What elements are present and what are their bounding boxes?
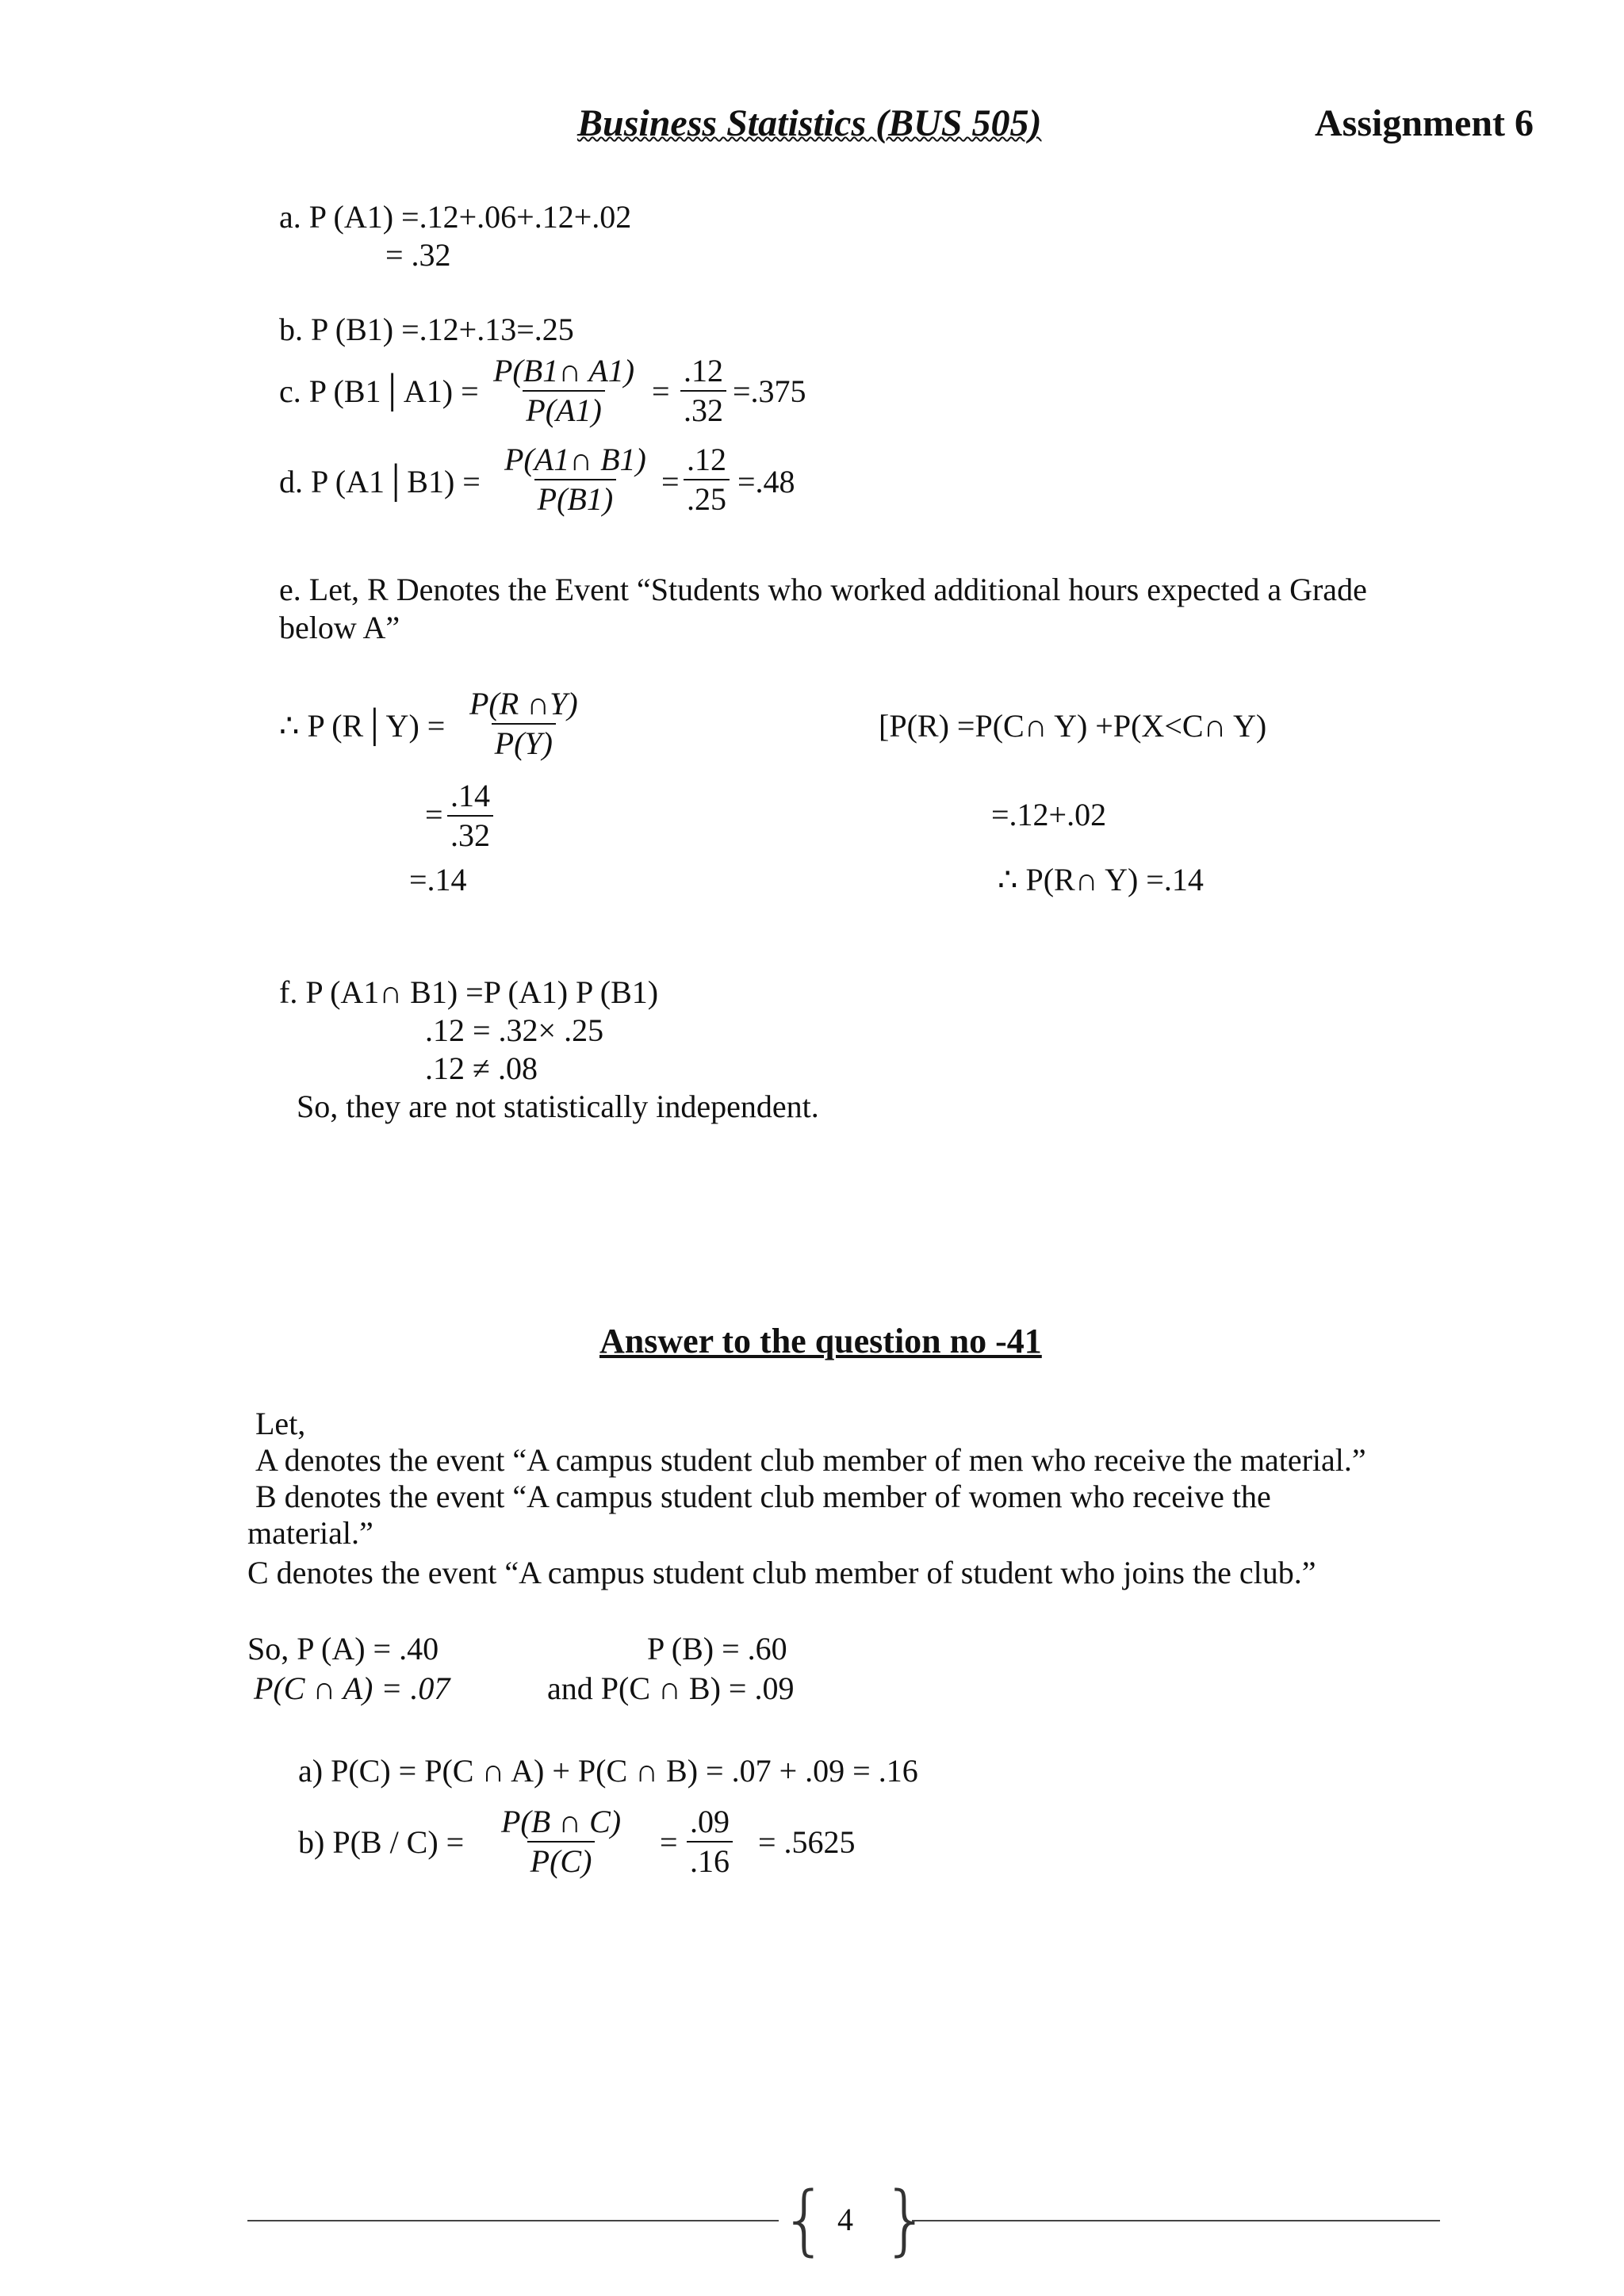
q41-p-c-and-a: P(C ∩ A) = .07 [254, 1670, 450, 1706]
part-a-line2: = .32 [385, 237, 451, 273]
part-c-label: c. P (B1│A1) = [279, 373, 479, 409]
part-f-line4: So, they are not statistically independent. [297, 1089, 819, 1124]
part-e-line2: below A” [279, 610, 400, 645]
part-c-result: =.375 [733, 373, 806, 409]
q41-p-a: So, P (A) = .40 [247, 1631, 439, 1667]
part-c-den1: P(A1) [523, 390, 605, 430]
q41-answer-b-result: = .5625 [758, 1824, 856, 1860]
part-c-fraction-2 [680, 352, 726, 430]
q41-answer-b-den2: .16 [687, 1841, 733, 1881]
question-41-heading: Answer to the question no -41 [599, 1322, 1042, 1360]
part-e-result: =.14 [409, 862, 467, 897]
q41-c-definition: C denotes the event “A campus student club member of student who joins the club.” [247, 1555, 1316, 1590]
part-e-fraction-2 [447, 777, 493, 855]
part-c-fraction-1 [490, 352, 638, 430]
footer-line-left [247, 2220, 779, 2221]
part-c-den2: .32 [680, 390, 726, 430]
part-e-den1: P(Y) [492, 723, 556, 763]
assignment-label: Assignment 6 [1315, 102, 1534, 144]
q41-answer-b-equals: = [660, 1824, 678, 1860]
footer-left-brace-icon: { [780, 2175, 829, 2264]
part-e-den2: .32 [447, 815, 493, 855]
part-c-equals: = [652, 373, 670, 409]
part-e-right-line2: =.12+.02 [991, 797, 1107, 832]
q41-b-definition-line2: material.” [247, 1515, 373, 1551]
part-c-num1: P(B1∩ A1) [493, 353, 635, 388]
part-d-equals: = [661, 464, 680, 499]
q41-answer-b-num1: P(B ∩ C) [501, 1804, 622, 1839]
part-f-line1: f. P (A1∩ B1) =P (A1) P (B1) [279, 974, 659, 1010]
footer-line-right [912, 2220, 1440, 2221]
q41-answer-b-label: b) P(B / C) = [298, 1824, 465, 1860]
part-e-fraction-1 [466, 685, 581, 763]
part-e-line1: e. Let, R Denotes the Event “Students who worked additional hours expected a Grade [279, 572, 1367, 607]
part-e-right-line1: [P(R) =P(C∩ Y) +P(X<C∩ Y) [879, 708, 1267, 744]
q41-answer-b-num2: .09 [690, 1804, 730, 1839]
part-d-fraction-2 [684, 441, 730, 519]
q41-a-definition: A denotes the event “A campus student club member of men who receive the material.” [255, 1442, 1366, 1478]
part-e-label: ∴ P (R│Y) = [279, 708, 446, 744]
document-title: Business Statistics (BUS 505) [577, 102, 1042, 144]
q41-b-definition-line1: B denotes the event “A campus student club member of women who receive the [255, 1479, 1271, 1514]
part-e-num2: .14 [450, 778, 490, 813]
q41-answer-b-fraction-1 [498, 1803, 624, 1881]
part-c-num2: .12 [684, 353, 723, 388]
part-d-num2: .12 [687, 442, 726, 477]
q41-answer-a: a) P(C) = P(C ∩ A) + P(C ∩ B) = .07 + .09 = .16 [298, 1753, 918, 1789]
q41-p-b: P (B) = .60 [647, 1631, 787, 1667]
q41-p-c-and-b: and P(C ∩ B) = .09 [547, 1670, 795, 1706]
part-d-result: =.48 [737, 464, 795, 499]
part-f-line2: .12 = .32× .25 [425, 1012, 604, 1048]
part-d-num1: P(A1∩ B1) [504, 442, 646, 477]
footer-right-brace-icon: } [882, 2175, 931, 2264]
part-d-den1: P(B1) [534, 479, 617, 519]
part-d-label: d. P (A1│B1) = [279, 464, 481, 499]
q41-let: Let, [255, 1406, 306, 1441]
part-f-line3: .12 ≠ .08 [425, 1050, 538, 1086]
page-number: 4 [837, 2202, 853, 2237]
q41-answer-b-den1: P(C) [527, 1841, 596, 1881]
part-a-line1: a. P (A1) =.12+.06+.12+.02 [279, 199, 632, 235]
part-b-line1: b. P (B1) =.12+.13=.25 [279, 312, 574, 347]
part-d-den2: .25 [684, 479, 730, 519]
part-e-right-line3: ∴ P(R∩ Y) =.14 [998, 862, 1204, 897]
part-d-fraction-1 [501, 441, 649, 519]
part-e-equals: = [425, 797, 443, 832]
part-e-num1: P(R ∩Y) [469, 686, 578, 721]
q41-answer-b-fraction-2 [687, 1803, 733, 1881]
